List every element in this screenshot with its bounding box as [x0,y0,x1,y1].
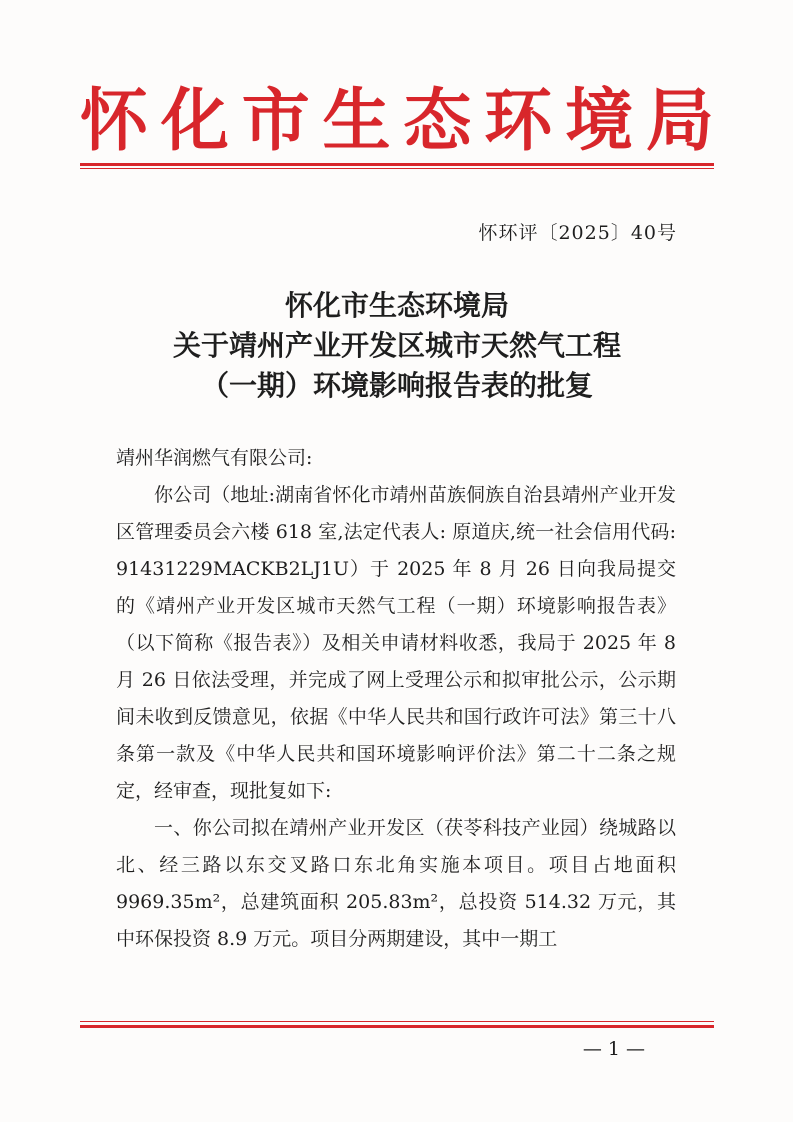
footer-red-rule-thick [80,1025,714,1028]
title-line-1: 怀化市生态环境局 [284,289,509,322]
masthead-char: 局 [645,82,714,161]
paragraph-intro: 你公司（地址:湖南省怀化市靖州苗族侗族自治县靖州产业开发区管理委员会六楼 618 室,法定代表人: 原道庆,统一社会信用代码: 91431229MACKB2LJ1U）于 2025 年 8 月 26 日向我局提交的《靖州产业开发区城市天然气工程（一期）环境影响报告表》（以下简称《报告表》）及相关申请材料收悉，我局于 2025 年 8 月 26 日依法受理，并完成了网上受理公示和拟审批公示，公示期间未收到反馈意见，依据《中华人民共和国行政许可法》第三十八条第一款及《中华人民共和国环境影响评价法》第二十二条之规定，经审查，现批复如下: [116,484,676,802]
footer-red-rule-thin [80,1021,714,1022]
masthead-title [80,80,714,164]
masthead-char: 境 [565,82,634,161]
masthead-char: 环 [484,82,553,161]
title-line-3: （一期）环境影响报告表的批复 [200,369,593,402]
salutation: 靖州华润燃气有限公司: [116,447,313,469]
page-number: — 1 — [582,1038,645,1060]
header-red-rule-thin [80,168,714,169]
document-number: 怀环评〔2025〕40号 [478,222,677,244]
document-title [80,286,714,406]
title-line-2: 关于靖州产业开发区城市天然气工程 [172,329,621,362]
paragraph-item-1: 一、你公司拟在靖州产业开发区（茯苓科技产业园）绕城路以北、经三路以东交叉路口东北角实施本项目。项目占地面积 9969.35m²，总建筑面积 205.83m²，总投资 514.32 万元，其中环保投资 8.9 万元。项目分两期建设，其中一期工 [116,817,676,950]
masthead-char: 市 [241,82,310,161]
header-red-rule-thick [80,163,714,166]
document-body [116,440,676,958]
masthead-char: 生 [322,82,391,161]
masthead-char: 怀 [80,82,149,161]
masthead-char: 态 [403,82,472,161]
masthead-char: 化 [160,82,229,161]
